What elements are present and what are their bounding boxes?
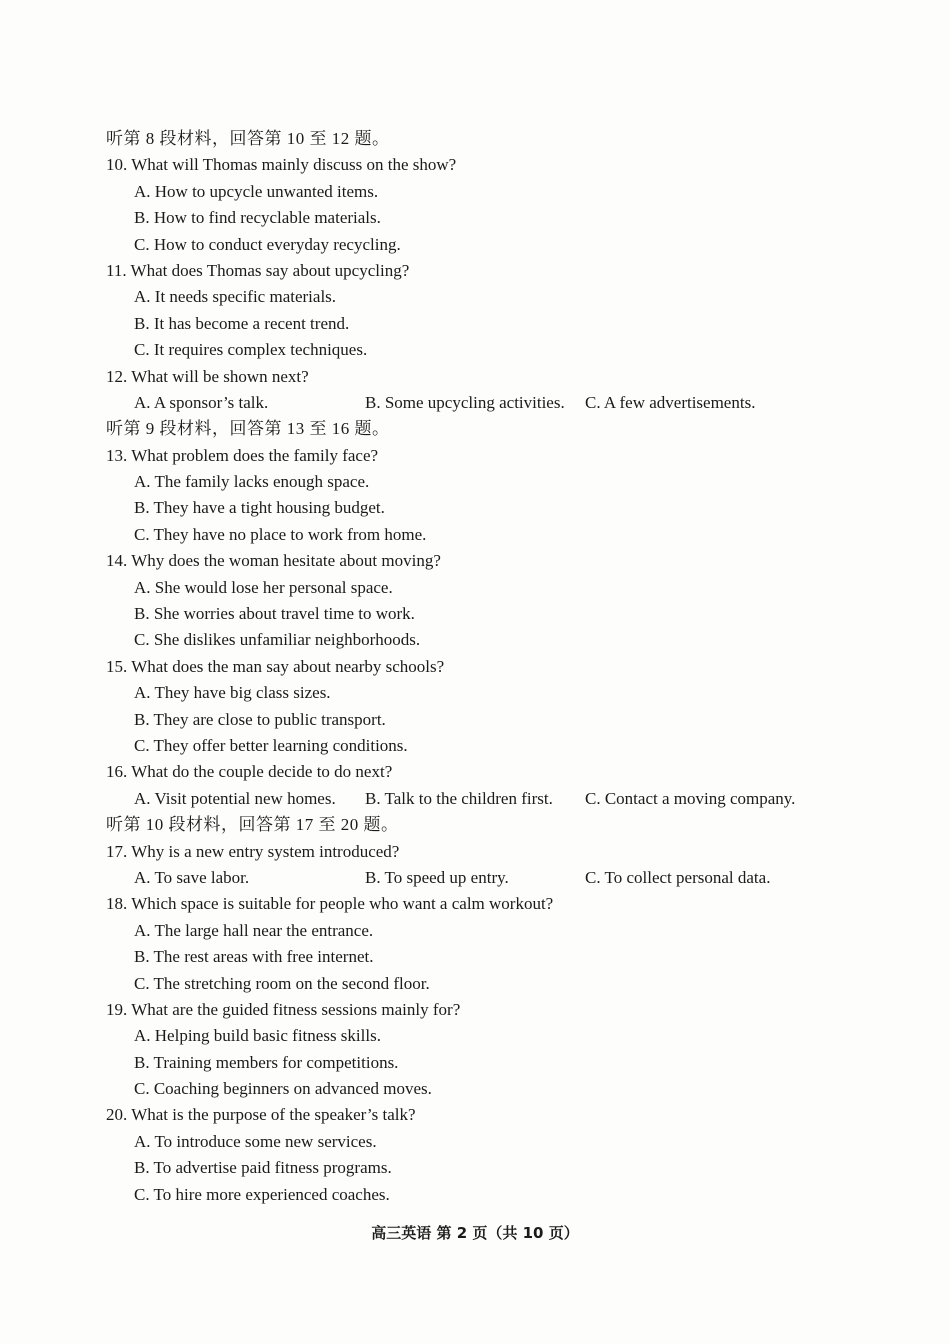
option-c: C. The stretching room on the second floor. <box>134 973 430 993</box>
option-row <box>0 390 950 416</box>
option-c: C. How to conduct everyday recycling. <box>134 234 401 254</box>
question-stem: 18. Which space is suitable for people who want a calm workout? <box>106 894 554 914</box>
option-c: C. Contact a moving company. <box>585 788 796 808</box>
option-b: B. To speed up entry. <box>365 867 509 887</box>
option-b: B. The rest areas with free internet. <box>134 947 374 967</box>
question-stem: 13. What problem does the family face? <box>106 445 379 465</box>
question-stem: 16. What do the couple decide to do next? <box>106 762 393 782</box>
option-c: C. A few advertisements. <box>585 392 756 412</box>
option-b: B. Some upcycling activities. <box>365 392 565 412</box>
option-row <box>0 865 950 891</box>
option-c: C. They have no place to work from home. <box>134 524 427 544</box>
option-a: A. The family lacks enough space. <box>134 472 370 492</box>
option-b: B. They have a tight housing budget. <box>134 498 385 518</box>
option-a: A. She would lose her personal space. <box>134 577 393 597</box>
option-a: A. To introduce some new services. <box>134 1131 377 1151</box>
option-b: B. It has become a recent trend. <box>134 313 350 333</box>
option-c: C. She dislikes unfamiliar neighborhoods. <box>134 630 421 650</box>
question-stem: 10. What will Thomas mainly discuss on the show? <box>106 155 457 175</box>
question-stem: 15. What does the man say about nearby schools? <box>106 656 445 676</box>
option-c: C. To collect personal data. <box>585 867 771 887</box>
option-b: B. Talk to the children first. <box>365 788 553 808</box>
page-footer: 高三英语 第 2 页（共 10 页） <box>371 1224 579 1242</box>
option-a: A. Helping build basic fitness skills. <box>134 1026 381 1046</box>
option-c: C. It requires complex techniques. <box>134 340 368 360</box>
question-stem: 20. What is the purpose of the speaker’s talk? <box>106 1105 416 1125</box>
option-a: A. The large hall near the entrance. <box>134 920 374 940</box>
option-c: C. Coaching beginners on advanced moves. <box>134 1079 432 1099</box>
section-instruction: 听第 10 段材料，回答第 17 至 20 题。 <box>106 815 399 835</box>
question-stem: 17. Why is a new entry system introduced? <box>106 841 400 861</box>
option-b: B. They are close to public transport. <box>134 709 386 729</box>
option-b: B. How to find recyclable materials. <box>134 208 381 228</box>
option-a: A. They have big class sizes. <box>134 683 331 703</box>
option-a: A. To save labor. <box>134 867 250 887</box>
section-instruction: 听第 8 段材料，回答第 10 至 12 题。 <box>106 129 390 148</box>
option-a: A. A sponsor’s talk. <box>134 392 269 412</box>
question-stem: 19. What are the guided fitness sessions mainly for? <box>106 999 461 1019</box>
option-c: C. They offer better learning conditions. <box>134 735 408 755</box>
option-b: B. She worries about travel time to work. <box>134 604 415 624</box>
question-stem: 14. Why does the woman hesitate about moving? <box>106 551 441 571</box>
question-stem: 11. What does Thomas say about upcycling? <box>106 260 410 280</box>
option-a: A. How to upcycle unwanted items. <box>134 181 379 201</box>
question-stem: 12. What will be shown next? <box>106 366 309 386</box>
option-c: C. To hire more experienced coaches. <box>134 1184 390 1204</box>
option-b: B. Training members for competitions. <box>134 1052 399 1072</box>
option-a: A. Visit potential new homes. <box>134 788 336 808</box>
option-row <box>0 786 950 812</box>
option-a: A. It needs specific materials. <box>134 287 337 307</box>
option-b: B. To advertise paid fitness programs. <box>134 1158 392 1178</box>
section-instruction: 听第 9 段材料，回答第 13 至 16 题。 <box>106 419 390 439</box>
listening-section <box>0 126 950 1208</box>
